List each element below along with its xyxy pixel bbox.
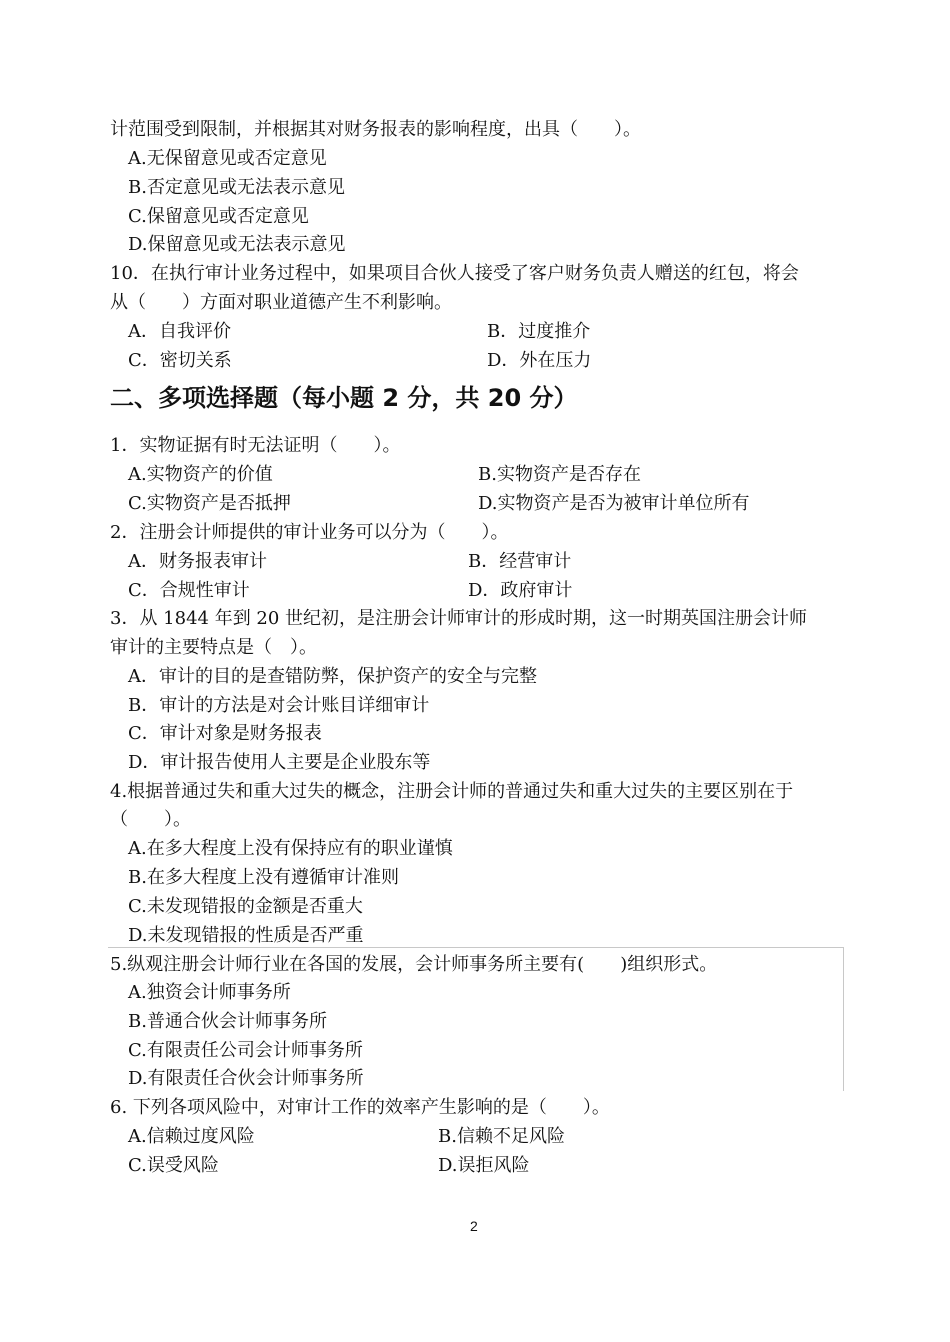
mq2-option-b: B．经营审计 bbox=[468, 551, 572, 572]
mq3-option-d: D．审计报告使用人主要是企业股东等 bbox=[128, 752, 431, 773]
mq6-option-b: B.信赖不足风险 bbox=[438, 1126, 565, 1147]
mq3-option-b: B．审计的方法是对会计账目详细审计 bbox=[128, 695, 430, 716]
mq1-stem: 1．实物证据有时无法证明（ ）。 bbox=[110, 435, 401, 456]
q10-option-d: D．外在压力 bbox=[487, 350, 592, 371]
mq1-option-d: D.实物资产是否为被审计单位所有 bbox=[478, 493, 750, 514]
frame-line-top bbox=[108, 947, 844, 948]
mq4-stem-line1: 4.根据普通过失和重大过失的概念，注册会计师的普通过失和重大过失的主要区别在于 bbox=[110, 781, 794, 802]
mq5-option-b: B.普通合伙会计师事务所 bbox=[128, 1011, 327, 1032]
mq4-option-d: D.未发现错报的性质是否严重 bbox=[128, 925, 364, 946]
mq6-option-a: A.信赖过度风险 bbox=[128, 1126, 255, 1147]
mq6-option-d: D.误拒风险 bbox=[438, 1155, 530, 1176]
mq5-option-d: D.有限责任合伙会计师事务所 bbox=[128, 1068, 364, 1089]
q9-option-c: C.保留意见或否定意见 bbox=[128, 206, 309, 227]
q10-stem-line1: 10．在执行审计业务过程中，如果项目合伙人接受了客户财务负责人赠送的红包，将会 bbox=[110, 263, 799, 284]
q9-option-b: B.否定意见或无法表示意见 bbox=[128, 177, 345, 198]
q10-option-c: C．密切关系 bbox=[128, 350, 232, 371]
page-number: 2 bbox=[470, 1218, 478, 1234]
mq4-option-b: B.在多大程度上没有遵循审计准则 bbox=[128, 867, 399, 888]
q10-option-a: A．自我评价 bbox=[128, 321, 231, 342]
mq6-stem: 6. 下列各项风险中，对审计工作的效率产生影响的是（ ）。 bbox=[110, 1097, 610, 1118]
mq4-stem-line2: （ ）。 bbox=[110, 809, 191, 830]
mq3-option-c: C．审计对象是财务报表 bbox=[128, 723, 322, 744]
mq6-option-c: C.误受风险 bbox=[128, 1155, 219, 1176]
mq1-option-a: A.实物资产的价值 bbox=[128, 464, 273, 485]
q10-stem-line2: 从（ ）方面对职业道德产生不利影响。 bbox=[110, 292, 452, 313]
mq2-option-d: D．政府审计 bbox=[468, 580, 573, 601]
mq2-stem: 2．注册会计师提供的审计业务可以分为（ ）。 bbox=[110, 522, 509, 543]
mq2-option-c: C．合规性审计 bbox=[128, 580, 250, 601]
mq1-option-b: B.实物资产是否存在 bbox=[478, 464, 641, 485]
mq3-option-a: A．审计的目的是查错防弊，保护资产的安全与完整 bbox=[128, 666, 537, 687]
mq5-option-c: C.有限责任公司会计师事务所 bbox=[128, 1040, 363, 1061]
mq2-option-a: A．财务报表审计 bbox=[128, 551, 267, 572]
section-heading: 二、多项选择题（每小题 2 分，共 20 分） bbox=[110, 384, 578, 412]
q9-stem: 计范围受到限制，并根据其对财务报表的影响程度，出具（ ）。 bbox=[110, 119, 641, 140]
mq4-option-a: A.在多大程度上没有保持应有的职业谨慎 bbox=[128, 838, 453, 859]
mq4-option-c: C.未发现错报的金额是否重大 bbox=[128, 896, 363, 917]
mq5-stem: 5.纵观注册会计师行业在各国的发展，会计师事务所主要有( )组织形式。 bbox=[110, 954, 718, 975]
q9-option-a: A.无保留意见或否定意见 bbox=[128, 148, 327, 169]
mq3-stem-line1: 3．从 1844 年到 20 世纪初，是注册会计师审计的形成时期，这一时期英国注册会计师 bbox=[110, 608, 808, 629]
q10-option-b: B．过度推介 bbox=[487, 321, 591, 342]
frame-line-right bbox=[843, 947, 844, 1091]
mq5-option-a: A.独资会计师事务所 bbox=[128, 982, 291, 1003]
mq3-stem-line2: 审计的主要特点是（ ）。 bbox=[110, 637, 317, 658]
q9-option-d: D.保留意见或无法表示意见 bbox=[128, 234, 346, 255]
mq1-option-c: C.实物资产是否抵押 bbox=[128, 493, 291, 514]
